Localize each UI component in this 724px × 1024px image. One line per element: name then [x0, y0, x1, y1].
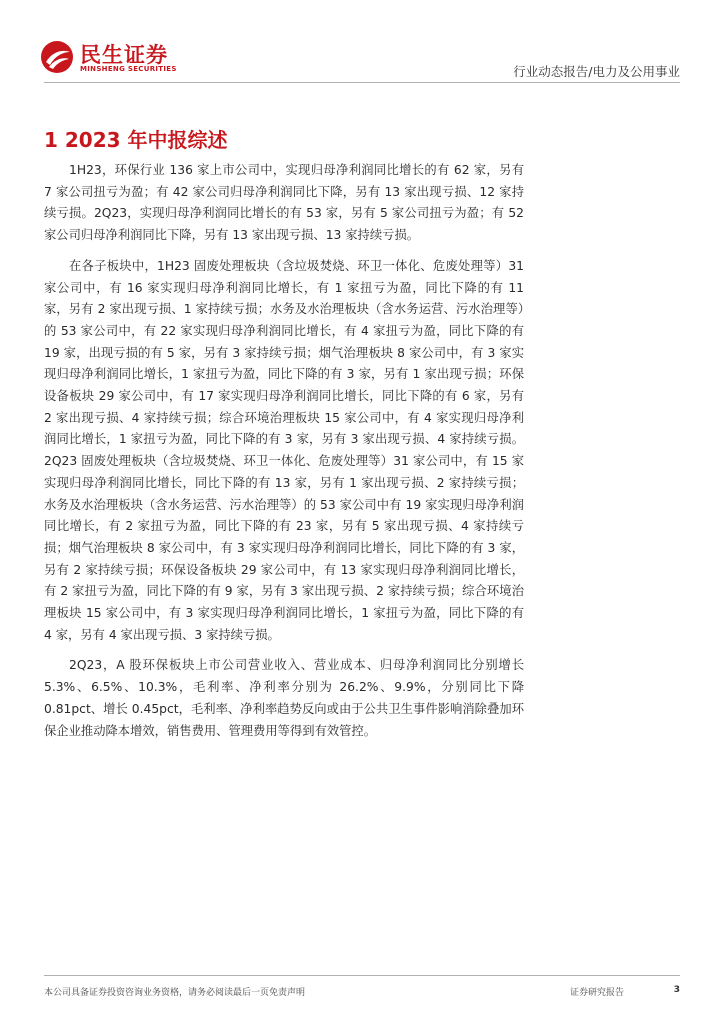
page-number: 3: [673, 985, 680, 995]
header-divider: [44, 82, 680, 83]
paragraph-overview: 1H23，环保行业 136 家上市公司中，实现归母净利润同比增长的有 62 家，另有 7 家公司扭亏为盈；有 42 家公司归母净利润同比下降，另有 13 家出现亏损、12 家持续亏损。2Q23，实现归母净利润同比增长的有 53 家，另有 5 家公司扭亏为盈；有 52 家公司归母净利润同比下降，另有 13 家出现亏损、13 家持续亏损。: [44, 163, 524, 243]
report-type: 行业动态报告/电力及公用事业: [513, 64, 680, 79]
paragraph-subsectors: 在各子板块中，1H23 固废处理板块（含垃圾焚烧、环卫一体化、危废处理等）31 家公司中，有 16 家实现归母净利润同比增长，有 1 家扭亏为盈，同比下降的有 11 家，另有 2 家出现亏损、1 家持续亏损；水务及水治理板块（含水务运营、污水治理等）的 53 家公司中，有 22 家实现归母净利润同比增长，有 4 家扭亏为盈，同比下降的有 19 家，出现亏损的有 5 家，另有 3 家持续亏损；烟气治理板块 8 家公司中，有 3 家实现归母净利润同比增长，1 家扭亏为盈，同比下降的有 3 家，另有 1 家出现亏损；环保设备板块 29 家公司中，有 17 家实现归母净利润同比增长，同比下降的有 6 家，另有 2 家出现亏损、4 家持续亏损；综合环境治理板块 15 家公司中，有 4 家实现归母净利润同比增长，1 家扭亏为盈，同比下降的有 3 家，另有 3 家出现亏损、4 家持续亏损。2Q23 固废处理板块（含垃圾焚烧、环卫一体化、危废处理等）31 家公司中，有 15 家实现归母净利润同比增长，同比下降的有 13 家，另有 1 家出现亏损、2 家持续亏损；水务及水治理板块（含水务运营、污水治理等）的 53 家公司中有 19 家实现归母净利润同比增长，有 2 家扭亏为盈，同比下降的有 23 家，另有 5 家出现亏损、4 家持续亏损；烟气治理板块 8 家公司中，有 3 家实现归母净利润同比增长，同比下降的有 3 家，另有 2 家持续亏损；环保设备板块 29 家公司中，有 13 家实现归母净利润同比增长，有 2 家扭亏为盈，同比下降的有 9 家，另有 3 家出现亏损、2 家持续亏损；综合环境治理板块 15 家公司中，有 3 家实现归母净利润同比增长，1 家扭亏为盈，同比下降的有 4 家，另有 4 家出现亏损、3 家持续亏损。: [44, 258, 524, 642]
company-logo: [40, 40, 190, 74]
footer-divider: [44, 975, 680, 976]
paragraph-financials: 2Q23，A 股环保板块上市公司营业收入、营业成本、归母净利润同比分别增长 5.3%、6.5%、10.3%，毛利率、净利率分别为 26.2%、9.9%，分别同比下降 0.81pct、增长 0.45pct，毛利率、净利率趋势反向或由于公共卫生事件影响消除叠加环保企业推动降本增效，销售费用、管理费用等得到有效管控。: [44, 658, 524, 738]
minsheng-logo-icon: [40, 40, 74, 74]
logo-english-name: MINSHENG SECURITIES: [80, 65, 177, 73]
footer-label: 证券研究报告: [569, 988, 624, 998]
footer-disclaimer: 本公司具备证券投资咨询业务资格，请务必阅读最后一页免责声明: [44, 988, 306, 998]
section-title: 1 2023 年中报综述: [44, 128, 228, 152]
page-header: [0, 0, 724, 80]
body-text: [44, 160, 680, 751]
logo-chinese-name: 民生证券: [80, 43, 168, 67]
